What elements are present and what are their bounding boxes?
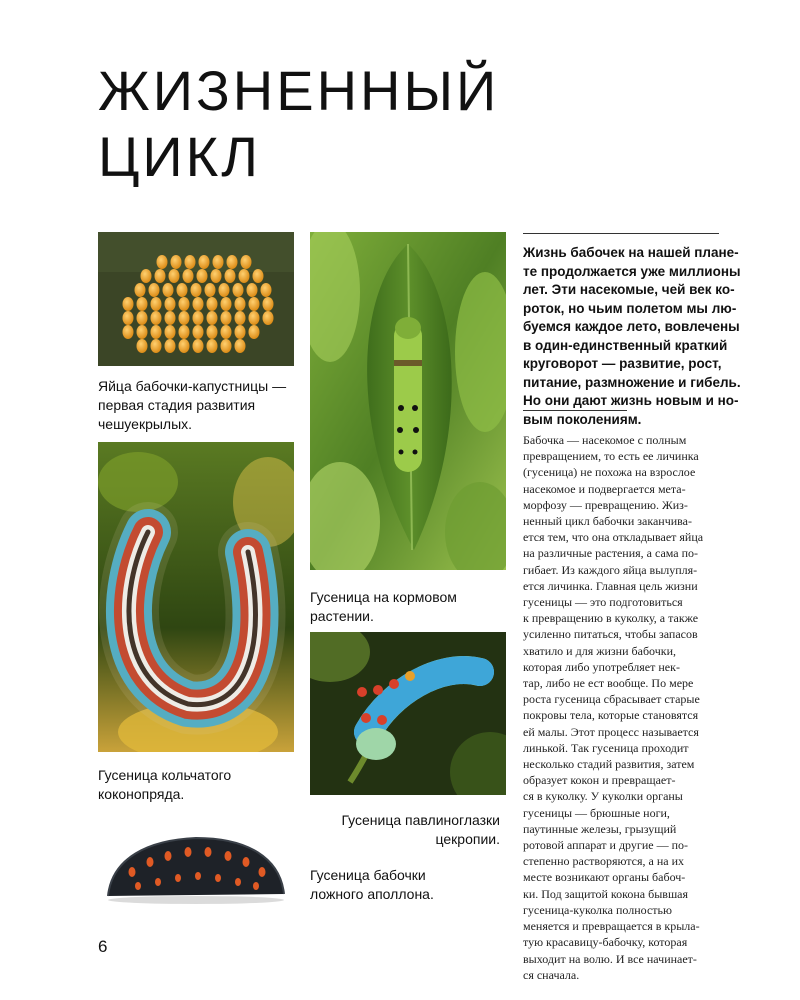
lead-paragraph [523,244,741,429]
egg-shape [149,283,160,297]
body-line: хватило и для жизни бабочки, [523,643,677,658]
body-line: роста гусеница сбрасывает старые [523,692,700,707]
egg-shape [233,283,244,297]
eggs-photo [98,232,294,366]
egg-shape [221,339,232,353]
egg-shape [193,311,204,325]
lead-line: Но они дают жизнь новым и но- [523,393,739,408]
page-number: 6 [98,937,108,956]
lead-line: буемся каждое лето, вовлечены [523,319,740,334]
peacock-caterpillar-photo [310,632,506,795]
body-line: морфозу — превращению. Жиз- [523,497,688,512]
body-line: Бабочка — насекомое с полным [523,433,687,447]
egg-shape [165,311,176,325]
caption-host-plant: Гусеница на кормовом растении. [310,589,457,624]
egg-shape [141,269,152,283]
body-line: гусеницы — это подготовиться [523,595,683,610]
egg-shape [235,325,246,339]
body-line: усиленно питаться, чтобы запасов [523,627,698,642]
lead-line: лет. Эти насекомые, чей век ко- [523,282,735,297]
body-line: насекомое и подвергается мета- [523,481,686,496]
egg-shape [249,325,260,339]
host-plant-caterpillar-photo [310,232,506,570]
page-title [98,58,598,190]
egg-shape [123,325,134,339]
egg-shape [207,297,218,311]
egg-shape [235,297,246,311]
egg-shape [179,311,190,325]
body-line: ется личинка. Главная цель жизни [523,578,698,593]
egg-shape [151,311,162,325]
egg-shape [221,325,232,339]
body-line: линькой. Так гусеница проходит [523,740,689,755]
egg-shape [213,255,224,269]
egg-shape [221,297,232,311]
lead-line: в один-единственный краткий [523,337,728,353]
body-line: гусеницы — брюшные ноги, [523,805,670,820]
egg-shape [225,269,236,283]
body-line: ся сначала. [523,967,580,982]
egg-shape [205,283,216,297]
egg-shape [169,269,180,283]
egg-shape [165,325,176,339]
egg-shape [207,325,218,339]
egg-shape [263,311,274,325]
egg-shape [219,283,230,297]
egg-shape [155,269,166,283]
egg-shape [235,311,246,325]
body-line: месте возникают органы бабоч- [523,870,686,885]
title-line-1: ЖИЗНЕННЫЙ [98,59,500,122]
egg-shape [135,283,146,297]
egg-shape [247,283,258,297]
egg-shape [165,297,176,311]
egg-shape [191,283,202,297]
egg-shape [137,297,148,311]
egg-shape [221,311,232,325]
body-line: паутинные железы, грызущий [523,821,677,836]
body-line: образует кокон и превращает- [523,773,676,788]
lead-line: роток, но чьим полетом мы лю- [523,300,737,316]
egg-shape [151,325,162,339]
body-paragraph [523,432,733,983]
apollo-caterpillar-photo [98,828,294,908]
body-line: тую красавицу-бабочку, которая [523,935,688,950]
egg-shape [151,297,162,311]
egg-shape [207,339,218,353]
caption-peacock: Гусеница павлиноглазки цекропии. [341,812,500,847]
body-line: покровы тела, которые становятся [523,708,699,723]
body-line: ненный цикл бабочки заканчива- [523,514,693,529]
egg-shape [179,339,190,353]
body-line: на различные растения, а сама по- [523,546,699,561]
lead-line: вым поколениям. [523,411,642,427]
caption-apollo: Гусеница бабочки ложного аполлона. [310,867,434,902]
body-line: ротовой аппарат и другие — по- [523,838,688,853]
egg-shape [193,325,204,339]
caption-ringed: Гусеница кольчатого коконопряда. [98,767,232,802]
body-line: меняется и превращается в крыла- [523,919,700,934]
egg-shape [179,325,190,339]
body-line: степенно растворяются, а на их [523,854,685,869]
body-line: гибает. Из каждого яйца вылупля- [523,562,698,577]
body-line: к превращению в куколку, а также [523,611,699,626]
lead-line: питание, размножение и гибель. [523,374,741,390]
egg-shape [239,269,250,283]
body-line: несколько стадий развития, затем [523,757,695,772]
egg-shape [157,255,168,269]
lead-line: Жизнь бабочек на нашей плане- [523,245,739,260]
egg-shape [199,255,210,269]
egg-shape [253,269,264,283]
egg-shape [249,297,260,311]
egg-shape [165,339,176,353]
body-line: которая либо употребляет нек- [523,659,680,674]
body-line: ки. Под защитой кокона бывшая [523,886,689,901]
egg-shape [137,325,148,339]
egg-shape [207,311,218,325]
ringed-caterpillar-photo [98,442,294,752]
egg-shape [137,339,148,353]
body-line: гусеница-куколка полностью [523,902,672,917]
body-line: ется тем, что она откладывает яйца [523,530,704,545]
egg-shape [177,283,188,297]
egg-shape [123,311,134,325]
egg-shape [123,297,134,311]
egg-shape [193,339,204,353]
body-line: выходит на волю. И все начинает- [523,951,697,966]
egg-shape [263,297,274,311]
lead-bottom-rule [523,410,627,411]
egg-shape [235,339,246,353]
egg-shape [137,311,148,325]
egg-shape [185,255,196,269]
caption-eggs: Яйца бабочки-капустницы — первая стадия развития чешуекрылых. [98,378,287,432]
lead-top-rule [523,233,719,234]
lead-line: те продолжается уже миллионы [523,263,741,279]
egg-shape [197,269,208,283]
egg-shape [193,297,204,311]
egg-shape [241,255,252,269]
egg-shape [183,269,194,283]
egg-shape [179,297,190,311]
egg-shape [211,269,222,283]
body-line: ся в куколку. У куколки органы [523,789,683,804]
egg-shape [249,311,260,325]
egg-shape [171,255,182,269]
egg-shape [261,283,272,297]
egg-shape [163,283,174,297]
body-line: превращением, то есть ее личинка [523,449,699,464]
body-line: (гусеница) не похожа на взрослое [523,465,696,480]
title-line-2: ЦИКЛ [98,125,262,188]
lead-line: круговорот — развитие, рост, [523,356,722,371]
egg-shape [227,255,238,269]
egg-shape [151,339,162,353]
body-line: ей малы. Этот процесс называется [523,724,699,739]
body-line: тар, либо не ест вообще. По мере [523,676,694,691]
